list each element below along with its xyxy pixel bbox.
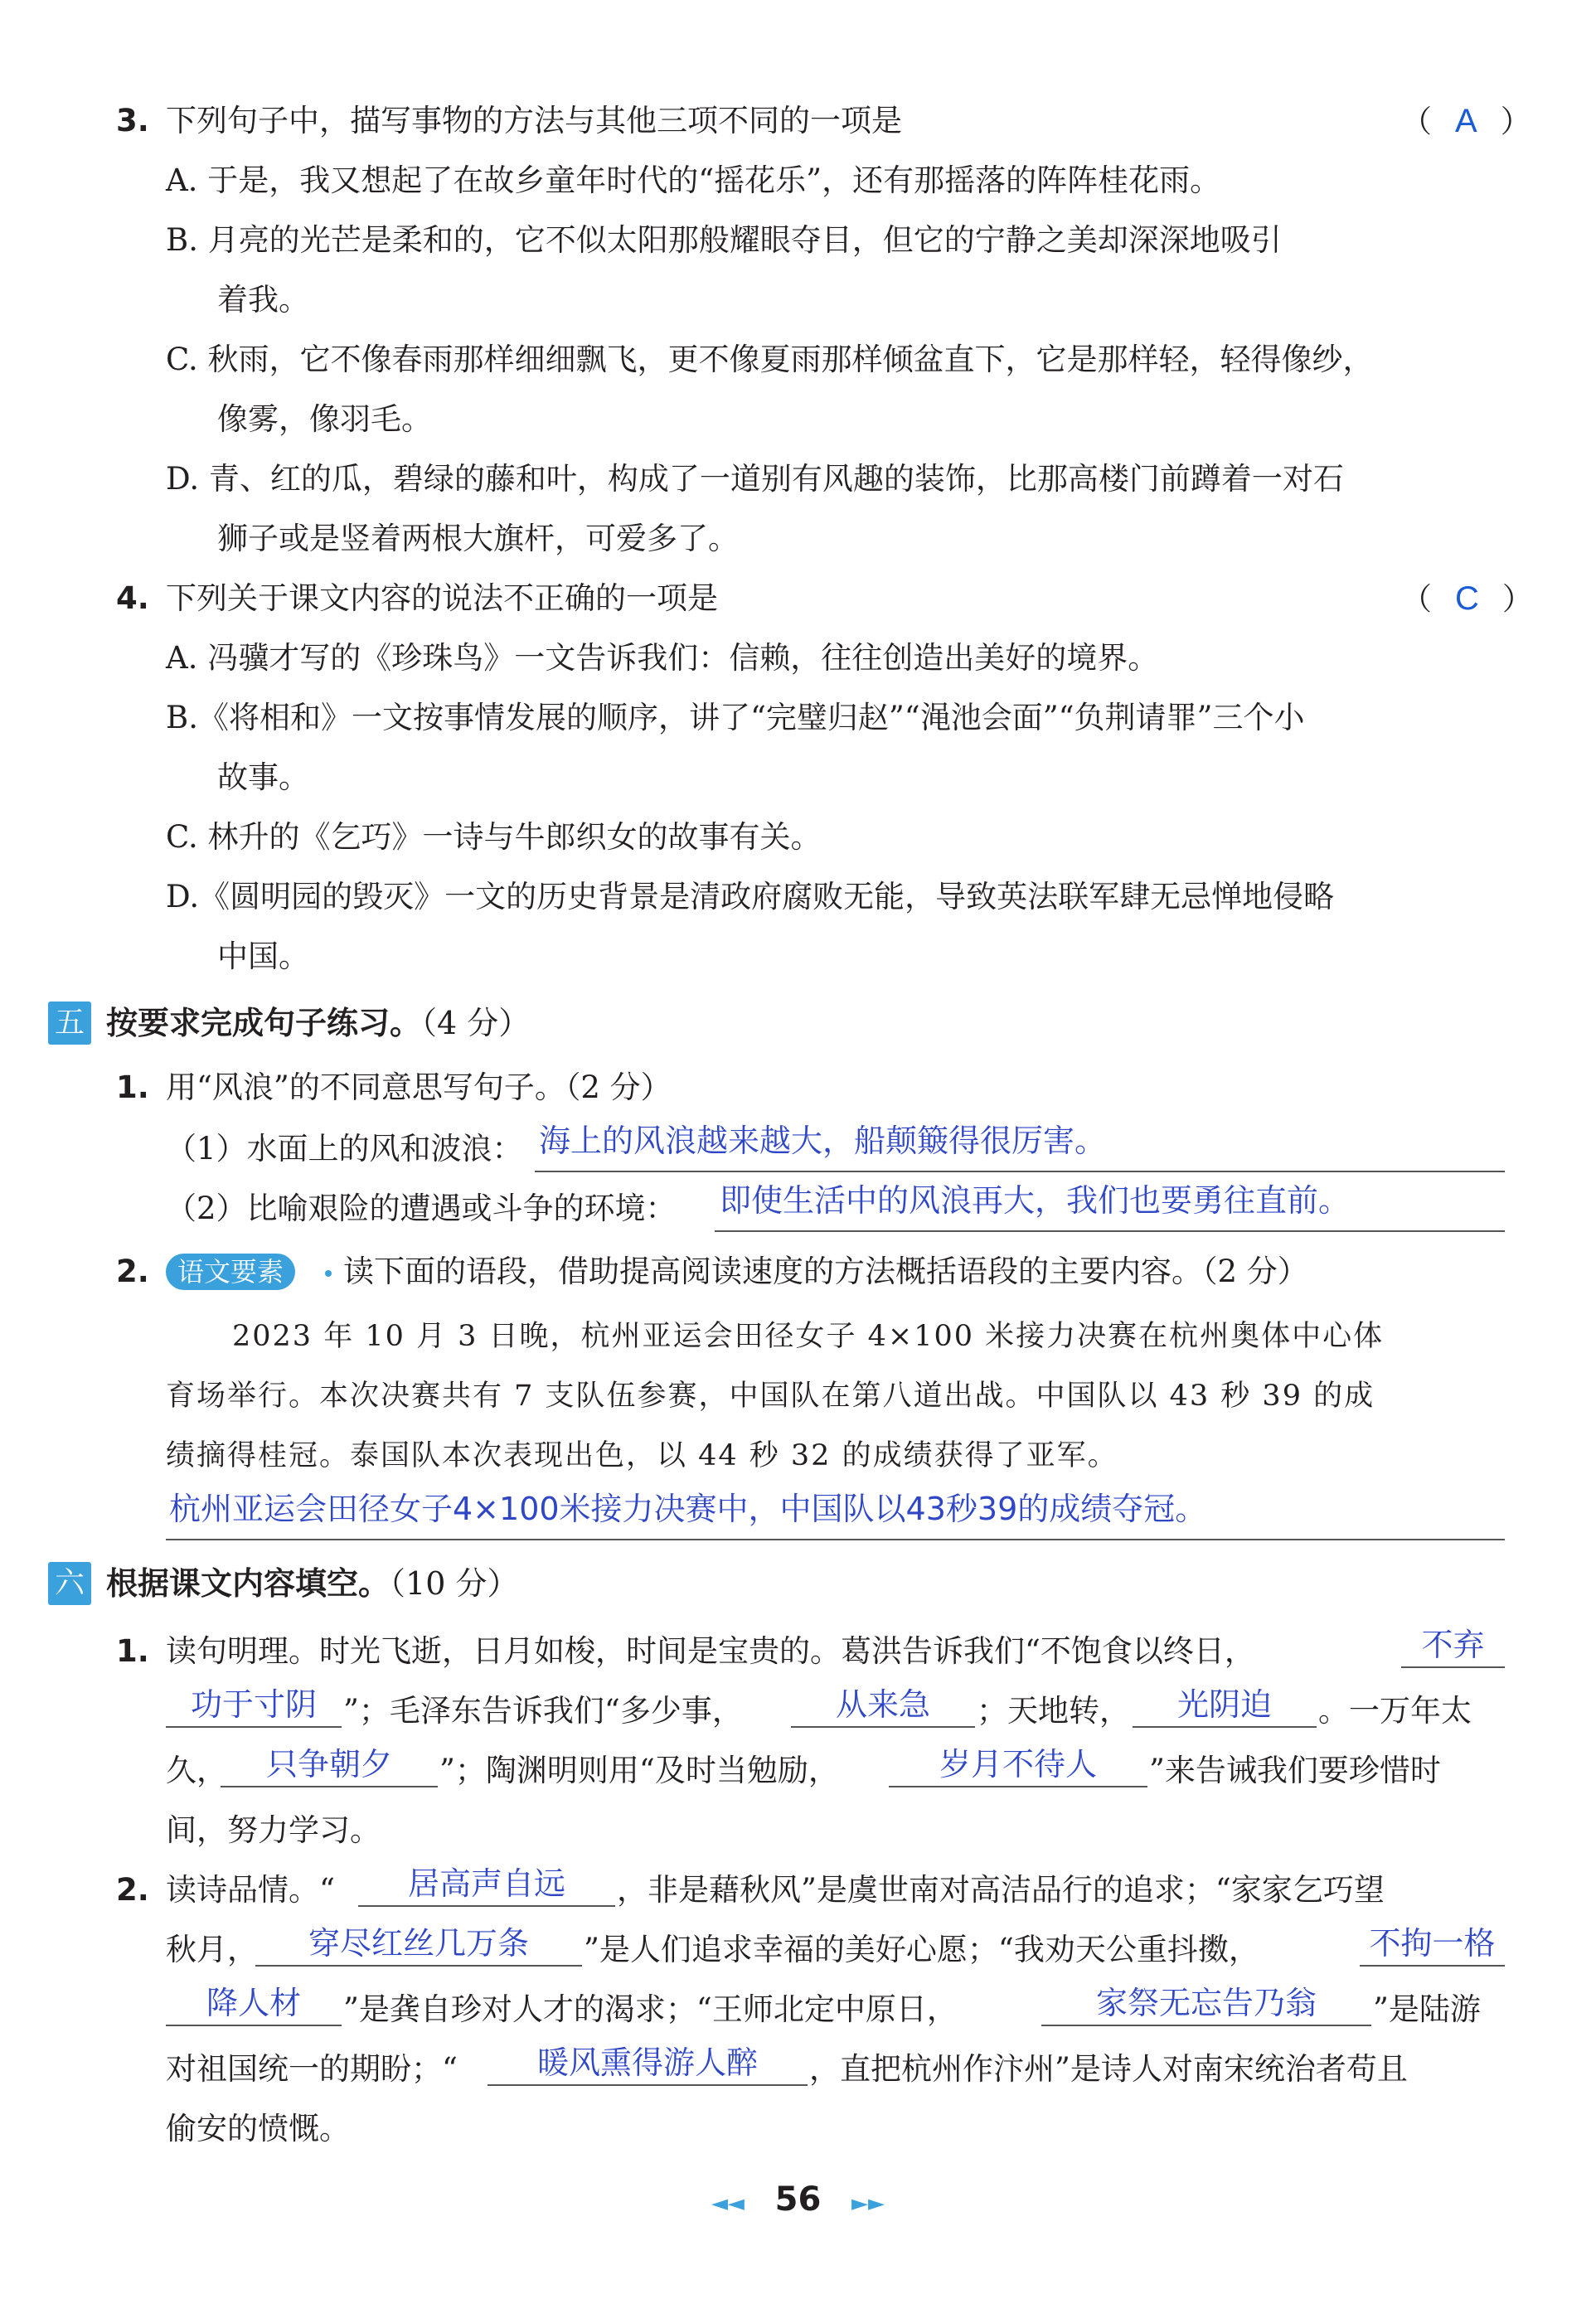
page-footer [0,2180,1596,2219]
section-title: 根据课文内容填空。（10 分） [106,1565,519,1602]
s6-q1-line2: 功于寸阴 ”；毛泽东告诉我们“多少事， 从来急 ；天地转， 光阴迫 。一万年太 [0,1688,1596,1738]
s6-q1-line4: 间，努力学习。 [166,1812,381,1848]
fill-blank: 光阴迫 [1133,1681,1317,1728]
section-title: 按要求完成句子练习。（4 分） [106,1005,531,1041]
handwritten-answer: 海上的风浪越来越大，船颠簸得很厉害。 [539,1123,1107,1159]
section-score: （10 分） [390,1565,519,1602]
option-b-cont: 着我。 [217,282,309,318]
answer-line [535,1171,1505,1172]
handwritten-answer: 杭州亚运会田径女子4×100米接力决赛中，中国队以43秒39的成绩夺冠。 [169,1491,1207,1527]
fill-blank: 居高声自远 [358,1860,615,1907]
fill-blank: 岁月不待人 [889,1741,1147,1787]
question-stem: 下列关于课文内容的说法不正确的一项是 [166,580,718,616]
fill-blank: 只争朝夕 [221,1741,438,1787]
fill-blank: 功于寸阴 [166,1681,342,1728]
s5-q2-stem: 2. 语文要素 读下面的语段，借助提高阅读速度的方法概括语段的主要内容。（2 分） [116,1254,1308,1289]
answer-choice: C [1455,580,1479,617]
option-d-cont: 中国。 [217,939,309,974]
s6-q2-line4: 对祖国统一的期盼；“ 暖风熏得游人醉 ，直把杭州作汴州”是诗人对南宋统治者苟且 [0,2046,1596,2096]
option-d: D. 青、红的瓜，碧绿的藤和叶，构成了一道别有风趣的装饰，比那高楼门前蹲着一对石 [166,461,1344,497]
s6-q1-line1: 1. 读句明理。时光飞逝，日月如梭，时间是宝贵的。葛洪告诉我们“不饱食以终日， 不弃 [0,1628,1596,1678]
s5-q1-part2 [0,1182,1596,1235]
s6-q2-line3: 降人材 ”是龚自珍对人才的渴求；“王师北定中原日， 家祭无忘告乃翁 ”是陆游 [0,1986,1596,2036]
question-number: 3. [116,103,149,138]
s5-q1-part1 [0,1123,1596,1176]
s5-q1-stem: 1. 用“风浪”的不同意思写句子。（2 分） [116,1069,672,1105]
part-label: （2）比喻艰险的遭遇或斗争的环境： [166,1191,677,1226]
handwritten-answer: 即使生活中的风浪再大，我们也要勇往直前。 [720,1182,1351,1219]
option-b: B.《将相和》一文按事情发展的顺序，讲了“完璧归赵”“渑池会面”“负荆请罪”三个小 [166,700,1305,735]
option-d: D.《圆明园的毁灭》一文的历史背景是清政府腐败无能，导致英法联军肆无忌惮地侵略 [166,879,1335,914]
fill-blank: 暖风熏得游人醉 [488,2040,808,2086]
question-stem: 下列句子中，描写事物的方法与其他三项不同的一项是 [166,103,902,138]
part-label: （1）水面上的风和波浪： [166,1131,523,1166]
answer-paren: （ A ） [1401,103,1531,139]
fill-blank: 从来急 [791,1681,975,1728]
option-c: C. 秋雨，它不像春雨那样细细飘飞，更不像夏雨那样倾盆直下，它是那样轻，轻得像纱， [166,342,1374,377]
option-a: A. 于是，我又想起了在故乡童年时代的“摇花乐”，还有那摇落的阵阵桂花雨。 [166,162,1221,198]
s6-q2-line2: 秋月， 穿尽红丝几万条 ”是人们追求幸福的美好心愿；“我劝天公重抖擞， 不拘一格 [0,1927,1596,1976]
language-element-tag: 语文要素 [166,1254,295,1290]
s5-q2-answer [0,1489,1596,1539]
option-a: A. 冯骥才写的《珍珠鸟》一文告诉我们：信赖，往往创造出美好的境界。 [166,640,1159,676]
answer-line [166,1539,1505,1540]
option-b-cont: 故事。 [217,759,309,795]
prev-arrows-icon: ◄◄ [711,2191,745,2216]
option-c-cont: 像雾，像羽毛。 [217,401,432,437]
tag-dot [325,1270,332,1277]
section-score: （4 分） [421,1005,531,1041]
answer-paren: （ C ） [1401,580,1533,617]
q4-stem-line [0,575,1596,625]
option-b: B. 月亮的光芒是柔和的，它不似太阳那般耀眼夺目，但它的宁静之美却深深地吸引 [166,222,1282,258]
fill-blank: 不弃 [1401,1622,1505,1668]
s6-q2-line1: 2. 读诗品情。“ 居高声自远 ，非是藉秋风”是虞世南对高洁品行的追求；“家家乞巧望 [0,1867,1596,1917]
s6-q2-line5: 偷安的愤慨。 [166,2111,350,2146]
section-6-header [0,1560,1596,1610]
passage-line: 育场举行。本次决赛共有 7 支队伍参赛，中国队在第八道出战。中国队以 43 秒 39 的成 [166,1380,1375,1413]
fill-blank: 不拘一格 [1360,1920,1505,1967]
answer-line [715,1230,1505,1232]
fill-blank: 家祭无忘告乃翁 [1041,1980,1371,2026]
section-5-header [0,1000,1596,1050]
passage-line: 绩摘得桂冠。泰国队本次表现出色，以 44 秒 32 的成绩获得了亚军。 [166,1439,1118,1472]
next-arrows-icon: ►► [851,2191,885,2216]
q3-stem-line [0,98,1596,148]
s6-q1-line3: 久， 只争朝夕 ”；陶渊明则用“及时当勉励， 岁月不待人 ”来告诫我们要珍惜时 [0,1748,1596,1797]
answer-choice: A [1455,103,1477,139]
option-d-cont: 狮子或是竖着两根大旗杆，可爱多了。 [217,521,739,556]
section-number-badge: 六 [48,1562,91,1605]
page-number: 56 [774,2180,822,2219]
fill-blank: 降人材 [166,1980,342,2026]
question-number: 4. [116,580,149,616]
fill-blank: 穿尽红丝几万条 [255,1920,582,1967]
passage-line: 2023 年 10 月 3 日晚，杭州亚运会田径女子 4×100 米接力决赛在杭州奥体中心体 [232,1320,1385,1353]
option-c: C. 林升的《乞巧》一诗与牛郎织女的故事有关。 [166,819,822,855]
section-number-badge: 五 [48,1002,91,1045]
